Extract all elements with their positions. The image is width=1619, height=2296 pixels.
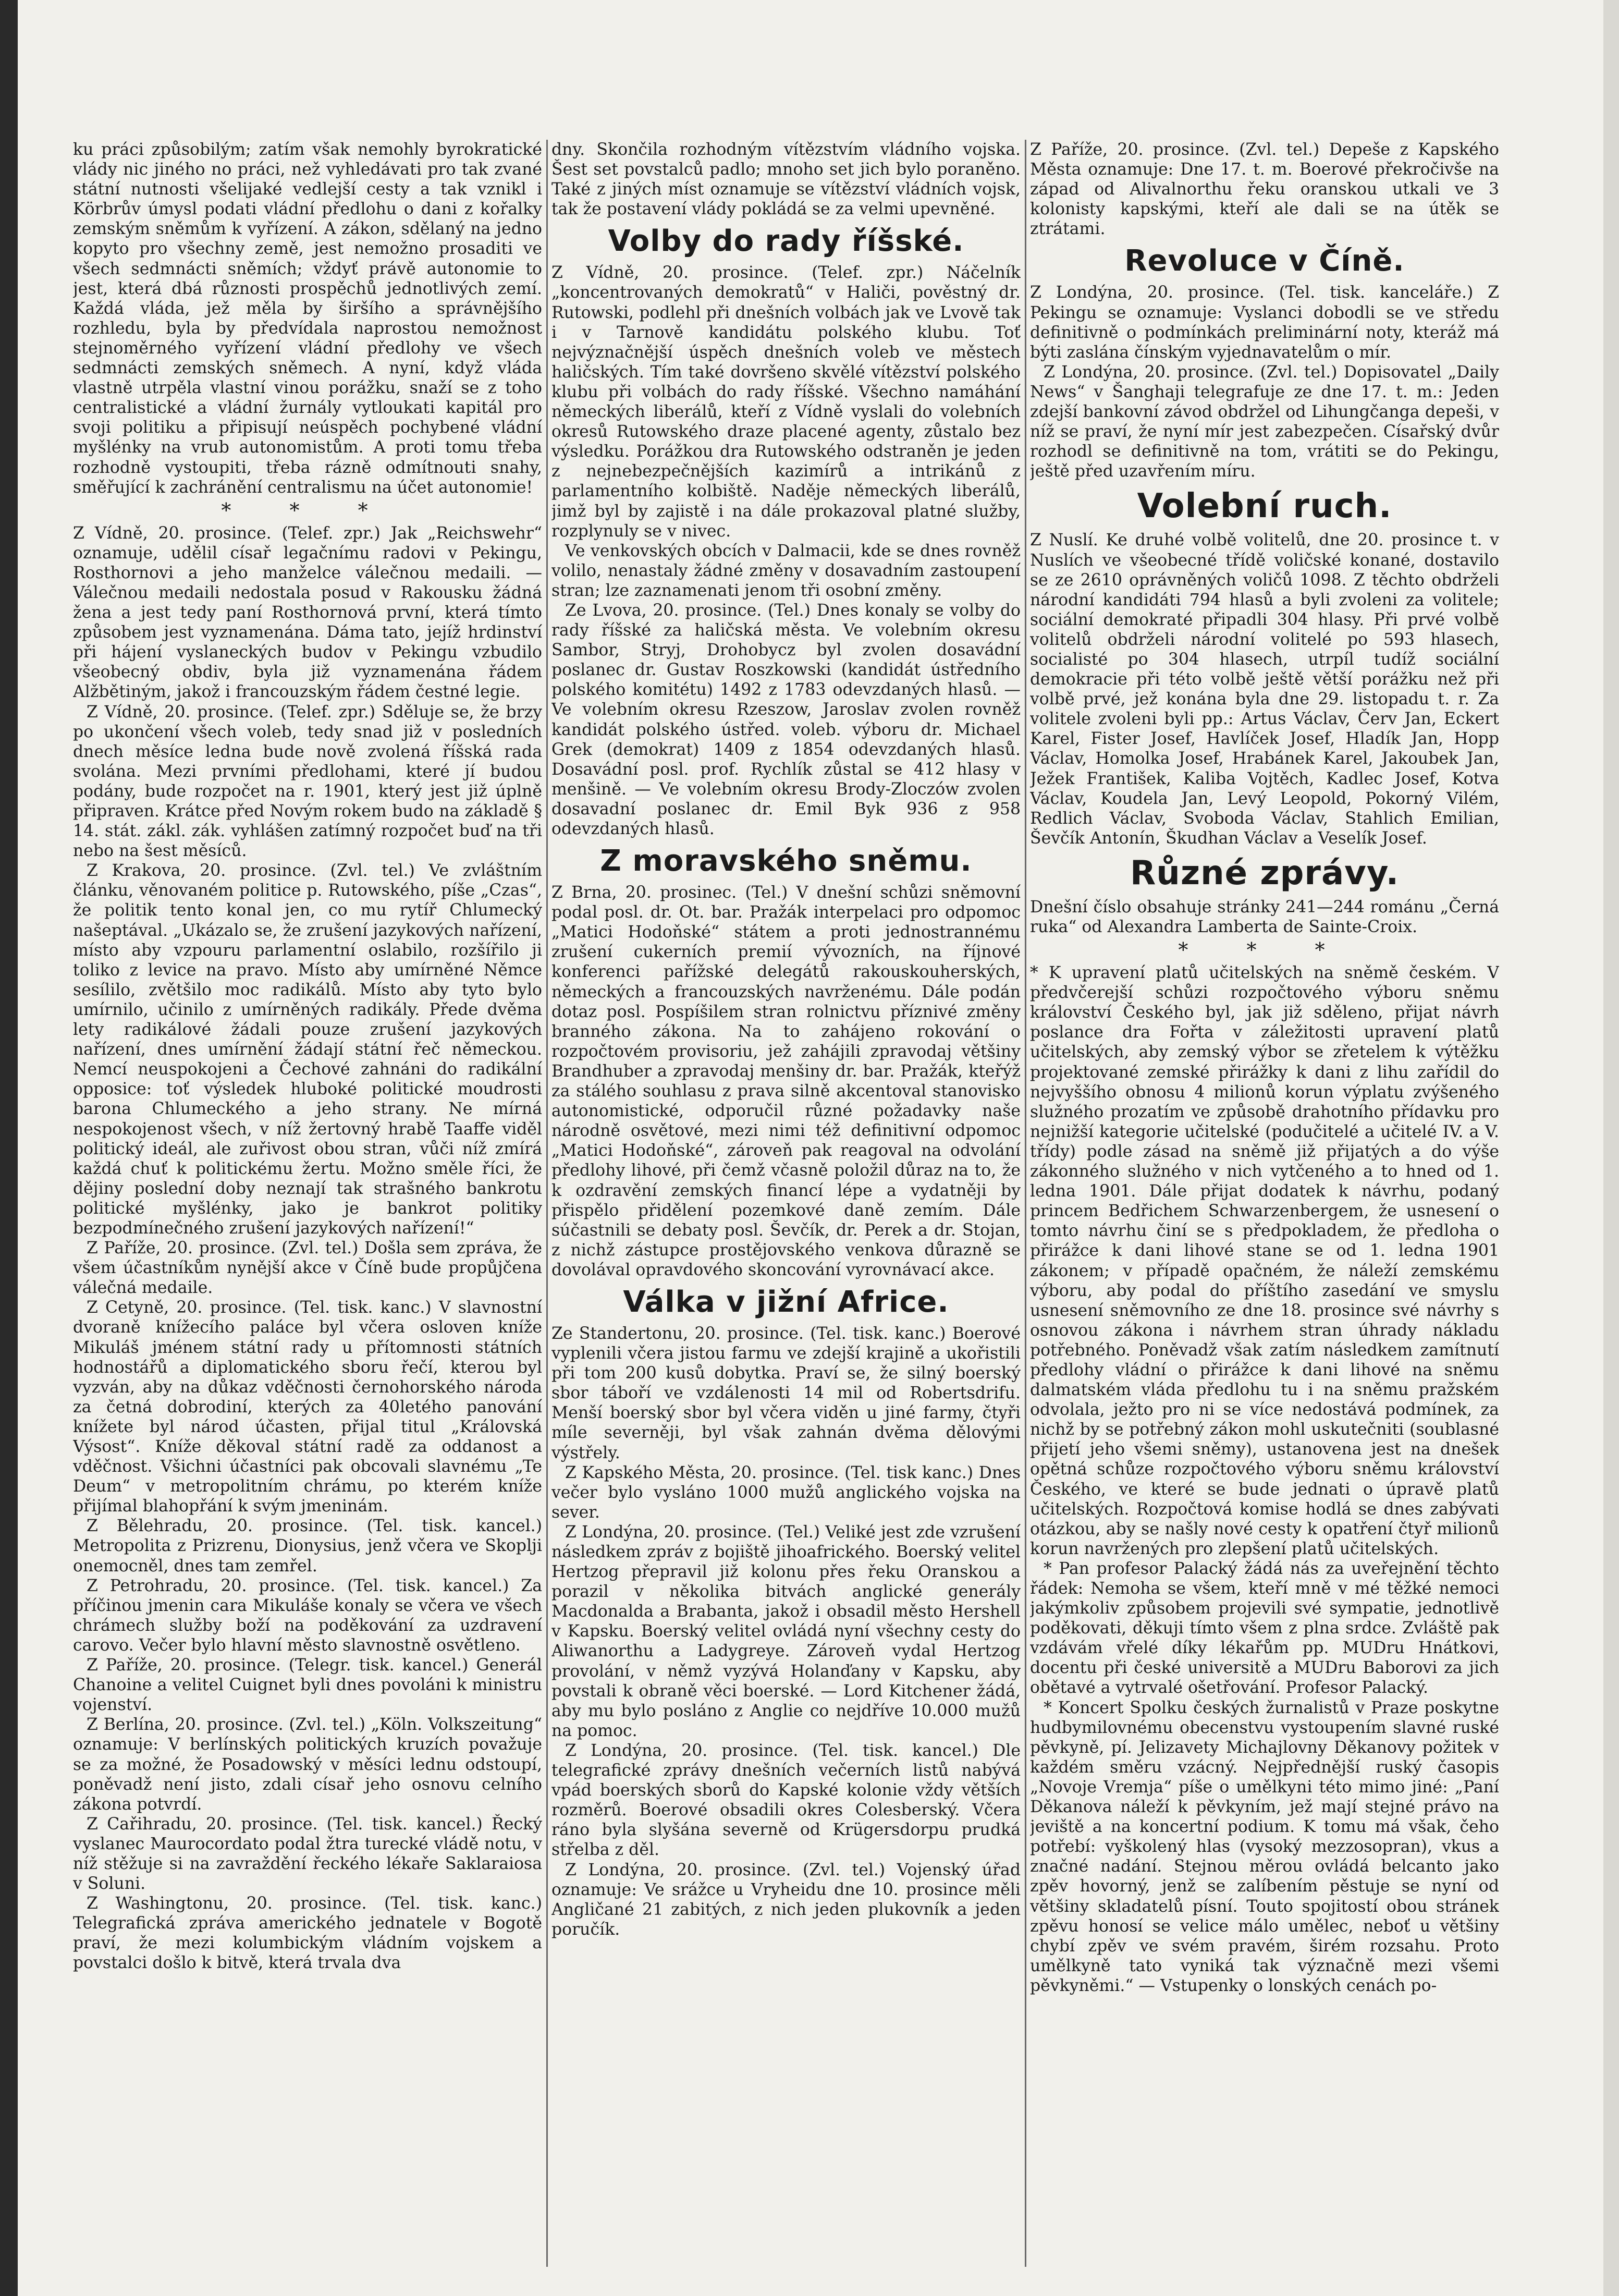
section-divider-stars: * * *: [221, 498, 394, 522]
scan-right-edge: [1603, 0, 1619, 2296]
article-paragraph: Z Londýna, 20. prosince. (Zvl. tel.) Dopisovatel „Daily News“ v Šanghaji telegrafuje ze dne 17. t. m.: Jeden zdejší bankovní závod obdržel od Lihungčanga depeši, v níž se praví, že nyní mír jest zabezpečen. Císařský dvůr rozhodl se definitivně na tom, vrátiti se do Pekingu, ještě před uzavřením míru.: [1030, 362, 1499, 481]
columns-container: [73, 140, 1543, 2267]
article-paragraph: Z Paříže, 20. prosince. (Telegr. tisk. kancel.) Generál Chanoine a velitel Cuignet byli dnes povoláni k ministru vojenství.: [73, 1656, 542, 1715]
article-paragraph: Z Bělehradu, 20. prosince. (Tel. tisk. kancel.) Metropolita z Prizrenu, Dionysius, jenž včera ve Skoplji onemocněl, dnes tam zemřel.: [73, 1517, 542, 1576]
article-paragraph: Z Cetyně, 20. prosince. (Tel. tisk. kanc.) V slavnostní dvoraně knížecího paláce byl včera osloven kníže Mikuláš jménem státní rady u přítomnosti státních hodnostářů a diplomatického sboru řečí, kterou byl vyzván, aby na důkaz vděčnosti černohorského národa za četná dobrodiní, kterých za 40letého panování knížete byl národ účasten, přijal titul „Královská Výsost“. Kníže děkoval státní radě za oddanost a vděčnost. Všichni účastníci pak obcovali slavnému „Te Deum“ v metropolitním chrámu, po kterém kníže přijímal blahopřání k svým jmeninám.: [73, 1298, 542, 1516]
scan-left-edge: [0, 0, 18, 2296]
article-paragraph: Z Vídně, 20. prosince. (Telef. zpr.) Jak „Reichswehr“ oznamuje, udělil císař legačnímu radovi v Pekingu, Rosthornovi a jeho manželce válečnou medaili. — Válečnou medaili nedostala posud v Rakousku žádná žena a jest tedy paní Rosthornová první, která tímto způsobem jest vyznamenána. Dáma tato, jejíž hrdinství při hájení vyslaneckých budov v Pekingu vzbudilo všeobecný obdiv, byla již vyznamenána řádem Alžbětiným, jakož i francouzským řádem čestné legie.: [73, 523, 542, 702]
article-paragraph: Z Londýna, 20. prosince. (Tel. tisk. kancel.) Dle telegrafické zprávy dnešních večerních listů nabývá vpád boerských sborů do Kapské kolonie vždy větších rozměrů. Boerové obsadili okres Colesberský. Včera ráno byla slyšána severně od Krügersdorpu prudká střelba z děl.: [551, 1741, 1021, 1860]
article-paragraph: Z Londýna, 20. prosince. (Tel. tisk. kanceláře.) Z Pekingu se oznamuje: Vyslanci dobodli se ve středu definitivně o podmínkách preliminární noty, kteráž má býti zaslána čínským vyjednavatelům o mír.: [1030, 283, 1499, 362]
article-paragraph: Z Washingtonu, 20. prosince. (Tel. tisk. kanc.) Telegrafická zpráva amerického jednatele v Bogotě praví, že mezi kolumbickým vládním vojskem a povstalci došlo k bitvě, která trvala dva: [73, 1894, 542, 1973]
article-paragraph: dny. Skončila rozhodným vítězstvím vládního vojska. Šest set povstalců padlo; mnoho set jich bylo poraněno. Také z jiných míst oznamuje se vítězství vládních vojsk, tak že postavení vlády pokládá se za velmi upevněné.: [551, 140, 1021, 219]
section-heading-ruzne-zpravy: Různé zprávy.: [1130, 853, 1400, 893]
section-heading-moravsky-snem: Z moravského sněmu.: [600, 844, 972, 878]
article-paragraph: Z Kapského Města, 20. prosince. (Tel. tisk kanc.) Dnes večer bylo vysláno 1000 mužů anglického vojska na sever.: [551, 1463, 1021, 1522]
article-paragraph: Z Paříže, 20. prosince. (Zvl. tel.) Depeše z Kapského Města oznamuje: Dne 17. t. m. Boerové překročivše na západ od Alivalnorthu řeku oranskou utkali ve 3 kolonisty kapskými, kteří ale dali se na útěk se ztrátami.: [1030, 140, 1499, 239]
column-3: [1030, 140, 1499, 2267]
section-heading-valka: Válka v jižní Africe.: [623, 1285, 949, 1319]
article-paragraph: Ze Standertonu, 20. prosince. (Tel. tisk. kanc.) Boerové vyplenili včera jistou farmu ve zdejší krajině a ukořistili při tom 200 kusů dobytka. Praví se, že silný boerský sbor táboří ve vzdálenosti 14 mil od Robertsdrifu. Menší boerský sbor byl včera viděn u jiné farmy, čtyři míle severněji, byl však zahnán dvěma dělovými výstřely.: [551, 1324, 1021, 1462]
article-paragraph: * Koncert Spolku českých žurnalistů v Praze poskytne hudbymilovnému obecenstvu vystoupením slavné ruské pěvkyně, pí. Jelizavety Michajlovny Děkanovy požitek v každém směru vzácný. Nejpřednější ruský časopis „Novoje Vremja“ píše o umělkyni této mimo jiné: „Paní Děkanova náleží k pěvkyním, jež mají stejné právo na jeviště a na koncertní podium. K tomu má však, čeho potřebí: vyškolený hlas (vysoký mezzosopran), vkus a značné nadání. Stejnou měrou ovládá belcanto jako zpěv hovorný, jenž se zalíbením pěstuje se nyní od většiny skladatelů písní. Touto spojitostí obou stránek zpěvu honosí se velice málo umělec, neboť u většiny chybí zpěv ve svém pravém, širém rozsahu. Proto umělkyně tato vyniká tak význačně mezi všemi pěvkyněmi.“ — Vstupenky o lonských cenách po-: [1030, 1698, 1499, 1995]
article-paragraph: Ze Lvova, 20. prosince. (Tel.) Dnes konaly se volby do rady říšské za haličská města. Ve volebním okresu Sambor, Stryj, Drohobycz byl zvolen dosavádní poslanec dr. Gustav Roszkowski (kandidát ústředního polského komitétu) 1492 z 1783 odevzdaných hlasů. — Ve volebním okresu Rzeszow, Jaroslav zvolen rovněž kandidát polského ústřed. voleb. výboru dr. Michael Grek (demokrat) 1409 z 1854 odevzdaných hlasů. Dosavádní posl. prof. Rychlík zůstal se 412 hlasy v menšině. — Ve volebním okresu Brody-Zloczów zvolen dosavadní poslanec dr. Emil Byk 936 z 958 odevzdaných hlasů.: [551, 601, 1021, 838]
article-paragraph: Z Brna, 20. prosinec. (Tel.) V dnešní schůzi sněmovní podal posl. dr. Ot. bar. Pražák interpelaci pro odpomoc „Matici Hodoňské“ státem a proti jednostrannému zrušení cukerních premií vývozních, na říjnové konferenci pařížské delegátů rakouskouherských, německých a francouzských navrženému. Dále podán dotaz posl. Pospíšilem stran rolnictvu příznivé změny branného zákona. Na to zahájeno rokování o rozpočtovém provisoriu, jež zahájili zpravodaj většiny Brandhuber a zpravodaj menšiny dr. bar. Pražák, kteřýž za stálého souhlasu z prava silně akcentoval stanovisko autonomistické, odporučil různé požadavky naše národně osvětové, mezi nimi též definitivní odpomoc „Matici Hodoňské“, zároveň pak reagoval na odvolání předlohy lihové, při čemž včasně položil důraz na to, že k ozdravění zemských financí lépe a vydatněji by přispělo přidělení pozemkové daně zemím. Dále súčastnili se debaty posl. Ševčík, dr. Perek a dr. Stojan, z nichž zástupce prostějovského venkova důrazně se dovolával opravdového skoncování vyrovnávací akce.: [551, 883, 1021, 1279]
section-heading-volebni-ruch: Volební ruch.: [1137, 487, 1392, 526]
article-paragraph: Ve venkovských obcích v Dalmacii, kde se dnes rovněž volilo, nenastaly žádné změny v dosavadním zastoupení stran; lze zaznamenati jenom tři osobní změny.: [551, 541, 1021, 600]
article-paragraph: * Pan profesor Palacký žádá nás za uveřejnění těchto řádek: Nemoha se všem, kteří mně v mé těžké nemoci jakýmkoliv způsobem projevili své sympatie, jednotlivě poděkovati, děkuji tímto všem z plna srdce. Zvláště pak vzdávám vřelé díky lékařům pp. MUDru Hnátkovi, docentu při české universitě a MUDru Baborovi za jich obětavé a vytrvalé ošetřování. Profesor Palacký.: [1030, 1559, 1499, 1697]
article-paragraph: Z Nuslí. Ke druhé volbě volitelů, dne 20. prosince t. v Nuslích ve všeobecné třídě voličské konané, dostavilo se ze 2610 oprávněných voličů 1098. Z těchto obdrželi národní kandidáti 794 hlasů a byli zvoleni za volitele; sociální demokraté připadli 304 hlasy. Při prvé volbě volitelů obdrželi národní volitelé po 593 hlasech, socialisté po 304 hlasech, utrpíl tudíž sociální demokracie při této volbě ještě větší porážku než při volbě prvé, jež konána byla dne 29. listopadu t. r. Za volitele zvoleni byli pp.: Artus Václav, Červ Jan, Eckert Karel, Fister Josef, Havlíček Josef, Hladík Jan, Hopp Václav, Homolka Josef, Hrabánek Karel, Jakoubek Jan, Ježek František, Kaliba Vojtěch, Kadlec Josef, Kotva Václav, Koudela Jan, Levý Leopold, Pokorný Vilém, Redlich Václav, Svoboda Václav, Stahlich Emilian, Ševčík Antonín, Škudhan Václav a Veselík Josef.: [1030, 531, 1499, 848]
article-paragraph: Z Londýna, 20. prosince. (Zvl. tel.) Vojenský úřad oznamuje: Ve srážce u Vryheidu dne 10. prosince měli Angličané 21 zabitých, z nich jeden plukovník a jeden poručík.: [551, 1860, 1021, 1939]
article-paragraph: Z Cařihradu, 20. prosince. (Tel. tisk. kancel.) Řecký vyslanec Maurocordato podal žtra turecké vládě notu, v níž stěžuje si na zavraždění řeckého lékaře Saklaraiosa v Soluni.: [73, 1814, 542, 1894]
article-paragraph: Z Londýna, 20. prosince. (Tel.) Veliké jest zde vzrušení následkem zpráv z bojiště jihoafrického. Boerský velitel Hertzog přepravil již kolonu přes řeku Oranskou a porazil v několika bitvách anglické generály Macdonalda a Brabanta, jakož i obsadil město Hershell v Kapsku. Boerský velitel ovládá nyní všechny cesty do Aliwanorthu a Ladygreye. Zároveň vydal Hertzog provolání, v němž vyzývá Holanďany v Kapsku, aby povstali k obraně věci boerské. — Lord Kitchener žádá, aby mu bylo posláno z Anglie co nejdříve 10.000 mužů na pomoc.: [551, 1522, 1021, 1740]
article-paragraph: Z Petrohradu, 20. prosince. (Tel. tisk. kancel.) Za příčinou jmenin cara Mikuláše konaly se včera ve všech chrámech služby boží na poděkování za uzdravení carovo. Večer bylo hlavní město slavnostně osvětleno.: [73, 1576, 542, 1655]
article-paragraph: Z Paříže, 20. prosince. (Zvl. tel.) Došla sem zpráva, že všem účastníkům nynější akce v Číně bude propůjčena válečná medaile.: [73, 1239, 542, 1298]
article-paragraph: * K upravení platů učitelských na sněmě českém. V předvčerejší schůzi rozpočtového výboru sněmu království Českého byl, jak již sděleno, přijat návrh poslance dra Fořta v záležitosti upravení platů učitelských, aby zemský výbor se zřetelem k výtěžku projektované zemské přirážky k dani z lihu zařídil do nejvyššího obnosu 4 milionů korun výplatu zvýšeného služného prozatím ve způsobě drahotního přídavku pro nejnižší kategorie učitelské (podučitelé a učitelé IV. a V. třídy) podle zásad na sněmě již přijatých a do výše zákonného služného v nich vytčeného a to hned od 1. ledna 1901. Dále přijat dodatek k návrhu, podaný princem Bedřichem Schwarzenbergem, že usnesení o tomto návrhu činí se s předpokladem, že předloha o přirážce k dani lihové stane se od 1. ledna 1901 zákonem; v případě opačném, že náleží zemskému výboru, aby podal do příštího zasedání ve smyslu usnesení sněmovního ze dne 18. prosince své návrhy s osnovou zákona i návrhem stran úhrady nákladu potřebného. Poněvadž však zatím následkem zamítnutí předlohy vládní o přirážce k dani lihové na sněmu dalmatském vláda předlohu tu i na sněmu pražském odvolala, ježto pro ni se více nedostává podmínek, za nichž by se potřebný zákon mohl uskutečniti (soublasné přijetí jeho všemi sněmy), ustanovena jest na dnešek opětná schůze rozpočtového výboru sněmu království Českého, ve které se bude jednati o úpravě platů učitelských. Rozpočtová komise hodlá se dnes zabývati otázkou, aby se našly nové cesty k opatření čtyř milionů korun navržených pro zlepšení platů učitelských.: [1030, 963, 1499, 1558]
section-heading-volby: Volby do rady říšské.: [608, 224, 964, 259]
article-paragraph: Z Berlína, 20. prosince. (Zvl. tel.) „Köln. Volkszeitung“ oznamuje: V berlínských politických kruzích považuje se za možné, že Posadowský v měsíci lednu odstoupí, poněvadž není jisto, zdali císař jeho osnovu celního zákona potvrdí.: [73, 1715, 542, 1814]
article-paragraph: Z Vídně, 20. prosince. (Telef. zpr.) Náčelník „koncentrovaných demokratů“ v Haliči, pověstný dr. Rutowski, podlehl při dnešních volbách jak ve Lvově tak i v Tarnově kandidátu polského klubu. Toť nejvýznačnější úspěch dnešních voleb ve městech haličských. Tím také dovršeno skvělé vítězství polského klubu při volbách do rady říšské. Všechno namáhání německých liberálů, kteří z Vídně vyslali do volebních okresů Rutowského draze placené agenty, zůstalo bez výsledku. Porážkou dra Rutowského odstraněn je jeden z nejnebezpečnějších kazimírů a intrikánů z parlamentního kolbiště. Naděje německých liberálů, jimž byl by zajistě i na dále prokazoval platné služby, rozplynuly se v nivec.: [551, 263, 1021, 541]
column-2: [551, 140, 1021, 2267]
article-paragraph: Z Vídně, 20. prosince. (Telef. zpr.) Sděluje se, že brzy po ukončení všech voleb, tedy snad již v posledních dnech měsíce ledna bude nově zvolená říšská rada svolána. Mezi prvními předlohami, které jí budou podány, bude rozpočet na r. 1901, který jest již úplně připraven. Krátce před Novým rokem budo na základě § 14. stát. zákl. zák. vyhlášen zatímný rozpočet buď na tři nebo na šest měsíců.: [73, 702, 542, 861]
column-1: [73, 140, 542, 2267]
article-paragraph: Dnešní číslo obsahuje stránky 241—244 románu „Černá ruka“ od Alexandra Lamberta de Sainte-Croix.: [1030, 897, 1499, 936]
section-divider-stars: * * *: [1178, 938, 1351, 962]
article-paragraph: Z Krakova, 20. prosince. (Zvl. tel.) Ve zvláštním článku, věnovaném politice p. Rutowského, píše „Czas“, že politik tento konal jen, co mu rytíř Chlumecký našeptával. „Ukázalo se, že zrušení jazykových nařízení, místo aby vzpouru parlamentní oslabilo, rozšířilo ji toliko z levice na pravo. Místo aby umírněné Němce sesílilo, zvětšilo moc radikálů. Místo aby tyto bylo umírnilo, učinilo z umírněných radikály. Přede dvěma lety radikálové žádali pouze zrušení jazykových nařízení, dnes umírnění žádají státní řeč německou. Nemcí neuspokojeni a Čechové zahnáni do radikální opposice: toť výsledek hluboké politické moudrosti barona Chlumeckého a jeho strany. Ne mírná nespokojenost všech, v níž žertovný hrabě Taaffe viděl politický ideál, ale zuřivost obou stran, vůči níž zmírá každá chuť k politickému žertu. Možno směle říci, že dějiny poslední doby neznají tak strašného bankrotu politické myšlénky, jako je bankrot politiky bezpodmínečného zrušení jazykových nařízení!“: [73, 861, 542, 1238]
article-paragraph: ku práci způsobilým; zatím však nemohly byrokratické vlády nic jiného no práci, než vyhledávati pro tak zvané státní nutnosti všelijaké vedlejší cesty a tak vznikl i Körbrův úmysl podati vládní předlohu o dani z kořalky zemským sněmům k vyřízení. A zákon, sdělaný na jedno kopyto pro všechny země, jest nemožno prosaditi ve všech sedmnácti sněmích; vždyť právě autonomie to jest, která dbá různosti prospěchů jednotlivých zemí. Každá vláda, jež měla by širšího a správnějšího rozhledu, byla by předvídala naprostou nemožnost stejnoměrného vyřízení vládní předlohy ve všech sedmnácti zemských sněmech. A nyní, když vláda vlastně utrpěla vlastní vinou porážku, snaží se z toho centralistické a vládní žurnály vytloukati kapitál pro svoji politiku a připisují neúspěch pochybené vládní myšlénky na vrub autonomistům. A proti tomu třeba rozhodně vystoupiti, třeba rázně odmítnouti snahy, směřující k zachránění centralismu na účet autonomie!: [73, 140, 542, 497]
section-heading-revoluce: Revoluce v Číně.: [1124, 244, 1405, 278]
